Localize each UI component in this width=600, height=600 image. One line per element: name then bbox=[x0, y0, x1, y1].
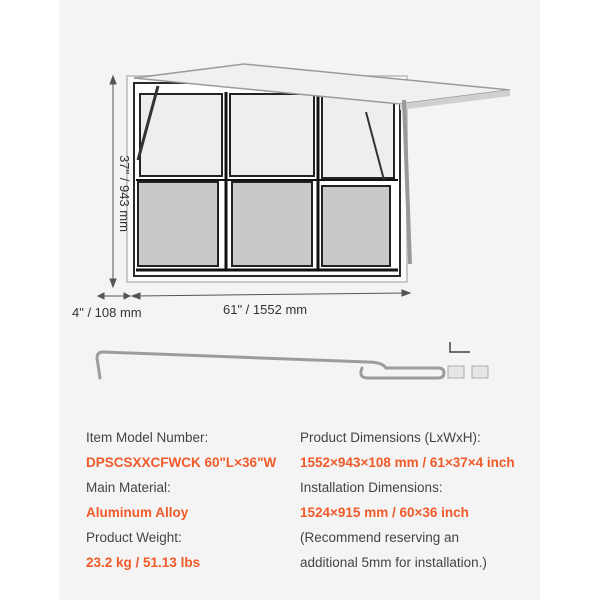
product-dimensions-value: 1552×943×108 mm / 61×37×4 inch bbox=[300, 455, 515, 470]
material-value: Aluminum Alloy bbox=[86, 505, 189, 520]
accessories-illustration bbox=[0, 340, 600, 390]
weight-value: 23.2 kg / 51.13 lbs bbox=[86, 555, 201, 570]
height-dimension-label: 37" / 943 mm bbox=[116, 155, 132, 232]
installation-note-line1: (Recommend reserving an bbox=[300, 530, 460, 545]
material-label: Main Material: bbox=[86, 480, 171, 495]
installation-note-line2: additional 5mm for installation.) bbox=[300, 555, 487, 570]
mounting-clip bbox=[448, 366, 464, 378]
mounting-clip bbox=[472, 366, 488, 378]
glass-pane bbox=[322, 96, 394, 178]
mesh-pane bbox=[138, 182, 218, 266]
mesh-pane bbox=[322, 186, 390, 266]
mesh-pane bbox=[232, 182, 312, 266]
depth-dimension-label: 4" / 108 mm bbox=[72, 305, 142, 320]
weight-label: Product Weight: bbox=[86, 530, 182, 545]
support-rod bbox=[97, 352, 444, 378]
glass-pane bbox=[230, 94, 314, 176]
product-dimensions-label: Product Dimensions (LxWxH): bbox=[300, 430, 481, 445]
hex-key bbox=[450, 342, 470, 352]
model-label: Item Model Number: bbox=[86, 430, 209, 445]
width-dimension-label: 61" / 1552 mm bbox=[223, 302, 308, 317]
model-value: DPSCSXXCFWCK 60"L×36"W bbox=[86, 455, 277, 470]
installation-dimensions-label: Installation Dimensions: bbox=[300, 480, 443, 495]
installation-dimensions-value: 1524×915 mm / 60×36 inch bbox=[300, 505, 469, 520]
